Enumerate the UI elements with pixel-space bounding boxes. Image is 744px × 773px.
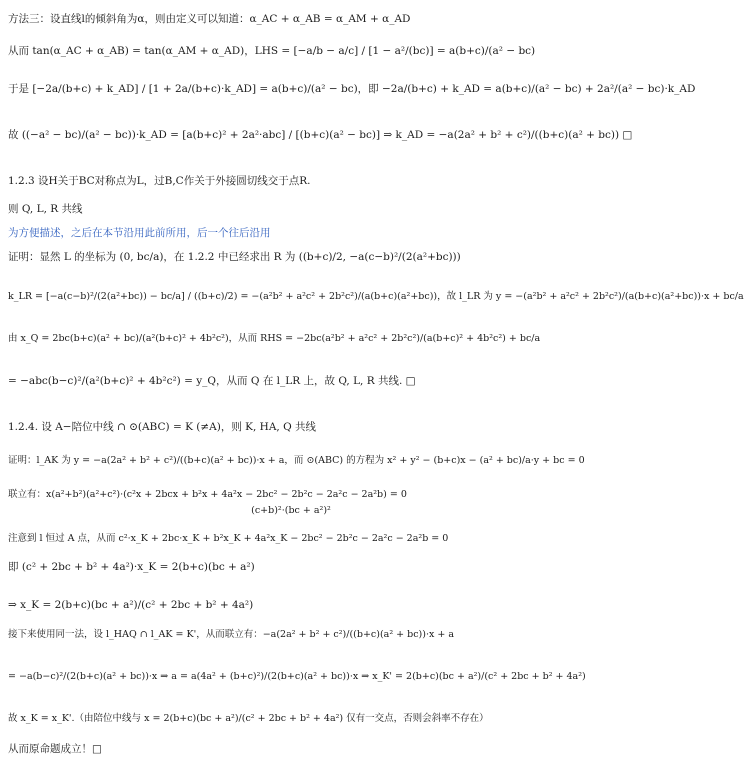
proof-start-line: 证明：显然 L 的坐标为 (0, bc/a)，在 1.2.2 中已经求出 R 为 ((b+c)/2, −a(c−b)²/(2(a²+bc))) bbox=[8, 251, 461, 263]
substitution-line: 于是 [−2a/(b+c) + k_AD] / [1 + 2a/(b+c)·k_AD] = a(b+c)/(a² − bc)，即 −2a/(b+c) + k_AD = a(b+c)/(a² − bc) + 2a²/(a² − bc)·k_AD bbox=[8, 83, 696, 95]
xk-solution-line: ⇒ x_K = 2(b+c)(bc + a²)/(c² + 2bc + b² + 4a²) bbox=[8, 599, 254, 611]
system-denominator: (c+b)²·(bc + a²)² bbox=[251, 505, 331, 516]
same-method-line: 接下来使用同一法，设 l_HAQ ∩ l_AK = K'，从而联立有：−a(2a² + b² + c²)/((b+c)(a² + bc))·x + a bbox=[8, 629, 454, 640]
xq-line: 由 x_Q = 2bc(b+c)(a² + bc)/(a²(b+c)² + 4b²c²)，从而 RHS = −2bc(a²b² + a²c² + 2b²c²)/(a(b+c)² + 4b²c²) + bc/a bbox=[8, 333, 541, 344]
xk-prime-line: = −a(b−c)²/(2(b+c)(a² + bc))·x ⇒ a = a(4a² + (b+c)²)/(2(b+c)(a² + bc))·x ⇒ x_K' = 2(b+c)(bc + a²)/(c² + 2bc + b² + 4a²) bbox=[8, 671, 586, 682]
xk-equal-line: 故 x_K = x_K'.（由陪位中线与 x = 2(b+c)(bc + a²)/(c² + 2bc + b² + 4a²) 仅有一交点，否则会斜率不存在） bbox=[8, 713, 489, 724]
system-line: 联立有：x(a²+b²)(a²+c²)·(c²x + 2bcx + b²x + 4a²x − 2bc² − 2b²c − 2a²c − 2a²b) = 0 bbox=[8, 489, 407, 500]
lak-line: 证明：l_AK 为 y = −a(2a² + b² + c²)/((b+c)(a² + bc))·x + a，而 ⊙(ABC) 的方程为 x² + y² − (b+c)x − (a² + bc)/a·y + bc = 0 bbox=[8, 455, 585, 466]
blue-note-line: 为方便描述，之后在本节沿用此前所用，后一个往后沿用 bbox=[8, 227, 271, 239]
section-1-2-4-heading: 1.2.4. 设 A−陪位中线 ∩ ⊙(ABC) = K (≠A)，则 K, HA, Q 共线 bbox=[8, 421, 317, 433]
tan-identity-line: 从而 tan(α_AC + α_AB) = tan(α_AM + α_AD)，LHS = [−a/b − a/c] / [1 − a²/(bc)] = a(b+c)/(a² − bc) bbox=[8, 45, 536, 57]
section-1-2-3-heading: 1.2.3 设H关于BC对称点为L，过B,C作关于外接圆切线交于点R. bbox=[8, 175, 311, 187]
xk-equation-line: 即 (c² + 2bc + b² + 4a²)·x_K = 2(b+c)(bc + a²) bbox=[8, 561, 255, 573]
yq-conclusion-line: = −abc(b−c)²/(a²(b+c)² + 4b²c²) = y_Q，从而 Q 在 l_LR 上，故 Q, L, R 共线. □ bbox=[8, 375, 416, 387]
final-conclusion-line: 从而原命题成立！□ bbox=[8, 743, 102, 755]
method-three-line: 方法三：设直线l的倾斜角为α，则由定义可以知道：α_AC + α_AB = α_AM + α_AD bbox=[8, 13, 411, 25]
claim-collinear-line: 则 Q, L, R 共线 bbox=[8, 203, 83, 215]
kad-result-line: 故 ((−a² − bc)/(a² − bc))·k_AD = [a(b+c)² + 2a²·abc] / [(b+c)(a² − bc)] ⇒ k_AD = −a(2a² + b² + c²)/((b+c)(a² + bc)) □ bbox=[8, 129, 633, 141]
note-passes-a-line: 注意到 l 恒过 A 点，从而 c²·x_K + 2bc·x_K + b²x_K + 4a²x_K − 2bc² − 2b²c − 2a²c − 2a²b = 0 bbox=[8, 533, 449, 544]
klr-line: k_LR = [−a(c−b)²/(2(a²+bc)) − bc/a] / ((b+c)/2) = −(a²b² + a²c² + 2b²c²)/(a(b+c)(a²+bc))，故 l_LR 为 y = −(a²b² + a²c² + 2b²c²)/(a(b+c)(a²+bc))·x + bc/a bbox=[8, 291, 744, 302]
